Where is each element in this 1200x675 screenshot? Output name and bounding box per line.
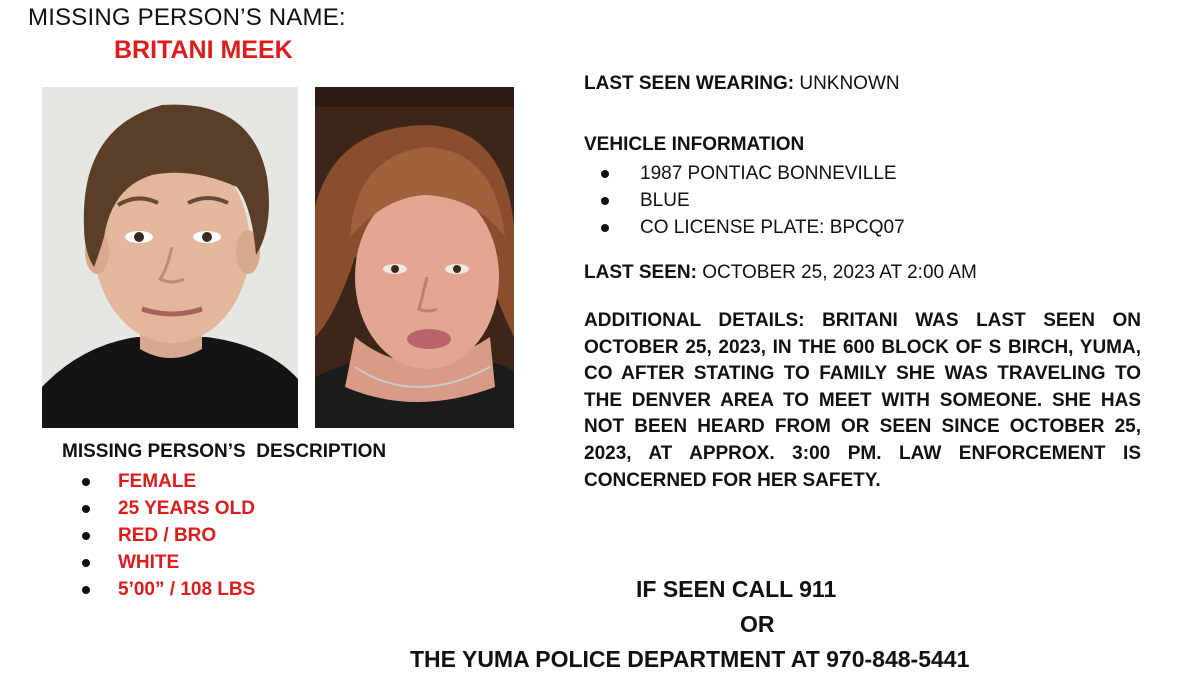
additional-details: ADDITIONAL DETAILS: BRITANI WAS LAST SEEN ON OCTOBER 25, 2023, IN THE 600 BLOCK OF S BIRCH, YUMA, CO AFTER STATING TO FAMILY SHE WAS TRAVELING TO THE DENVER AREA TO MEET WITH SOMEONE. SHE HAS NOT BEEN HEARD FROM OR SEEN SINCE OCTOBER 25, 2023, AT APPROX. 3:00 PM. LAW ENFORCEMENT IS CONCERNED FOR HER SAFETY. <box>584 310 1141 491</box>
portrait-photo-2-graphic <box>315 87 514 428</box>
vehicle-item-label: BLUE <box>640 190 690 211</box>
description-item-label: WHITE <box>118 552 180 573</box>
missing-person-name: BRITANI MEEK <box>114 36 293 64</box>
bullet-icon <box>82 478 90 486</box>
description-item-label: 5’00” / 108 LBS <box>118 579 256 600</box>
last-seen-wearing-label: LAST SEEN WEARING: <box>584 73 795 94</box>
description-item-height-weight <box>80 576 255 603</box>
vehicle-item-label: 1987 PONTIAC BONNEVILLE <box>640 163 897 184</box>
bullet-icon <box>601 224 609 232</box>
description-item-label: FEMALE <box>118 471 197 492</box>
portrait-photo-1 <box>42 87 298 428</box>
vehicle-item-model <box>600 160 905 187</box>
police-contact-label: THE YUMA POLICE DEPARTMENT AT <box>410 646 820 672</box>
portrait-photo-2 <box>315 87 514 428</box>
bullet-icon <box>601 197 609 205</box>
bullet-icon <box>82 532 90 540</box>
last-seen-wearing <box>584 73 900 95</box>
description-item-age <box>80 495 255 522</box>
bullet-icon <box>601 170 609 178</box>
last-seen-label: LAST SEEN: <box>584 262 697 283</box>
last-seen-wearing-value: UNKNOWN <box>794 73 900 94</box>
vehicle-item-plate <box>600 214 905 241</box>
description-item-race <box>80 549 255 576</box>
bullet-icon <box>82 505 90 513</box>
description-heading: MISSING PERSON’S DESCRIPTION <box>62 441 387 462</box>
description-item-sex <box>80 468 255 495</box>
last-seen-value: OCTOBER 25, 2023 AT 2:00 AM <box>696 262 977 283</box>
call-or-line: OR <box>740 611 775 637</box>
vehicle-item-color <box>600 187 905 214</box>
description-item-label: 25 YEARS OLD <box>118 498 255 519</box>
description-item-hair-eyes <box>80 522 255 549</box>
police-phone-number[interactable]: 970-848-5441 <box>819 646 970 672</box>
vehicle-item-label: CO LICENSE PLATE: BPCQ07 <box>640 217 905 238</box>
call-911-line: IF SEEN CALL 911 <box>636 576 837 602</box>
header-label: MISSING PERSON’S NAME: <box>28 4 346 31</box>
vehicle-heading: VEHICLE INFORMATION <box>584 134 805 155</box>
description-list <box>80 468 255 603</box>
portrait-photo-1-graphic <box>42 87 298 428</box>
vehicle-list <box>600 160 905 241</box>
last-seen <box>584 262 977 284</box>
description-item-label: RED / BRO <box>118 525 217 546</box>
police-contact-line <box>410 646 969 673</box>
bullet-icon <box>82 586 90 594</box>
bullet-icon <box>82 559 90 567</box>
